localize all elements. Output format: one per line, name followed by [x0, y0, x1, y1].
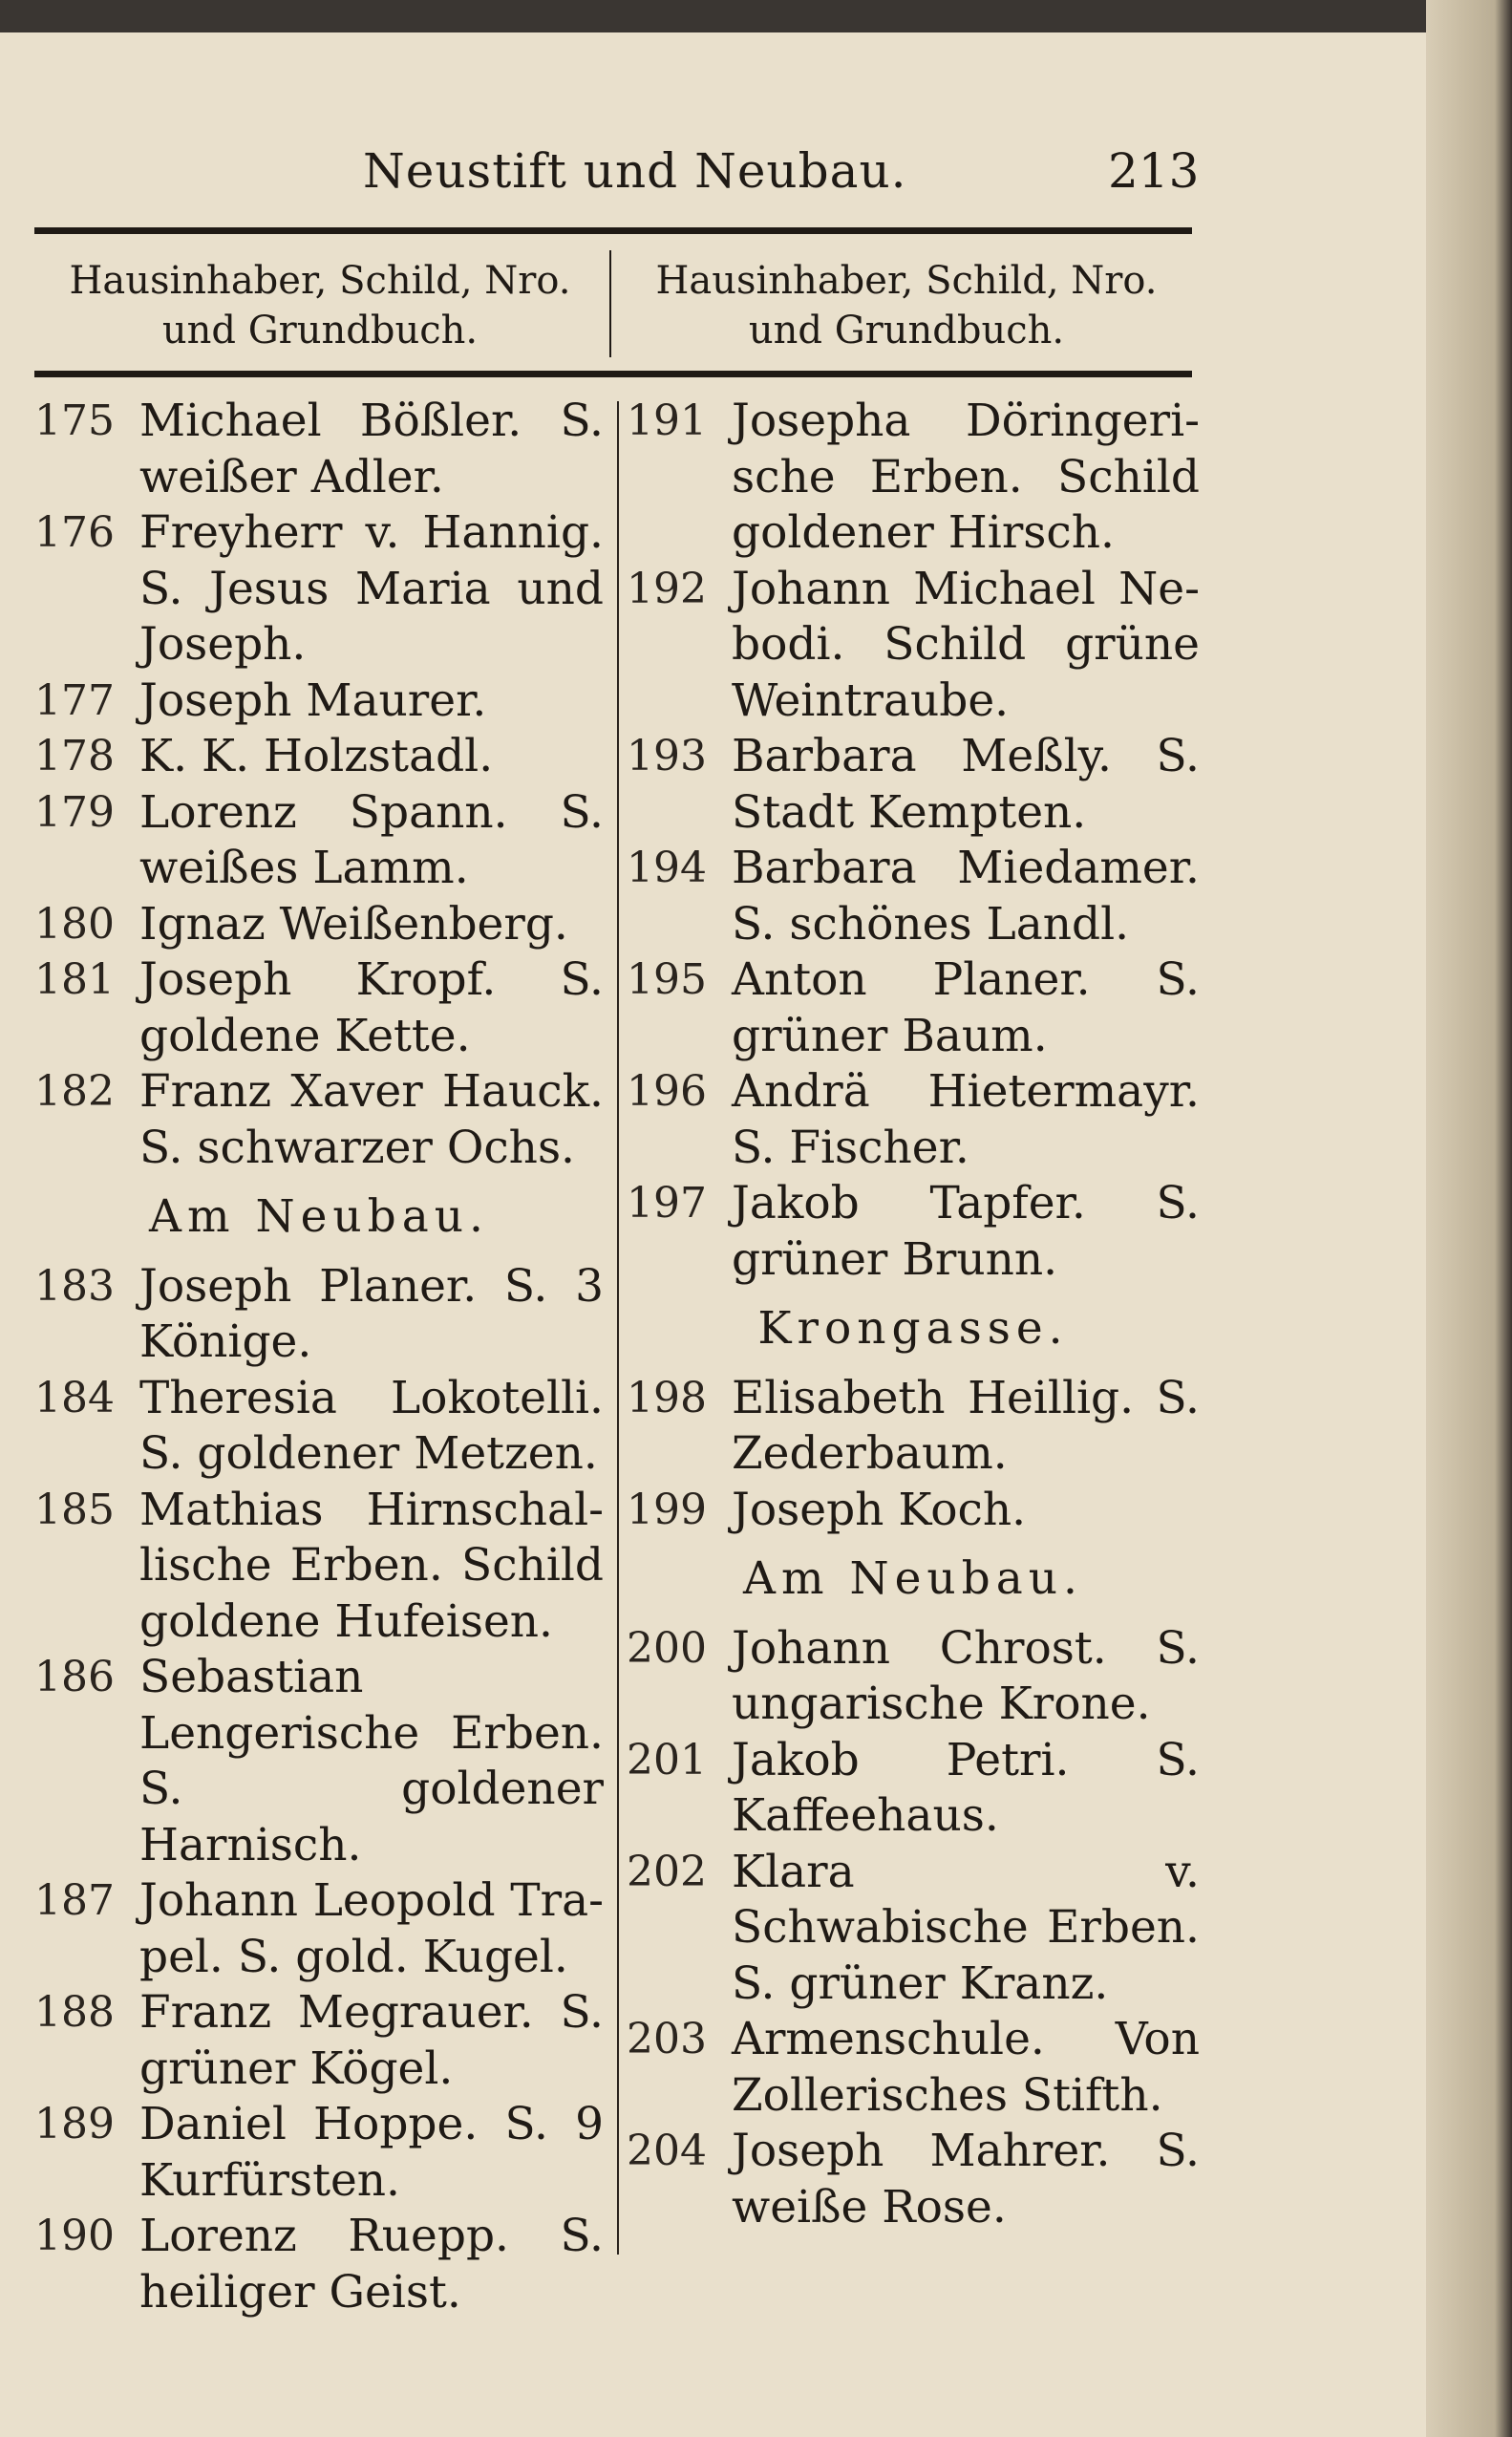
section-gap [34, 1246, 604, 1259]
entry [34, 785, 604, 897]
entry-text: Anton Planer. S. grüner Baum. [732, 953, 1200, 1062]
section-title: Am Neubau. [149, 1190, 489, 1243]
entry [34, 729, 604, 785]
section-title: Krongasse. [757, 1302, 1069, 1355]
entry-number: 189 [34, 2100, 115, 2148]
entry-number: 204 [627, 2127, 707, 2175]
entry-number: 198 [627, 1373, 707, 1422]
entry [34, 2209, 604, 2320]
entry-number: 181 [34, 955, 115, 1004]
column-header-separator [609, 250, 611, 357]
page-edge-shadow [1426, 0, 1512, 2437]
entry-text: Lorenz Spann. S. weißes Lamm. [139, 785, 604, 894]
entry [627, 394, 1200, 562]
entry-number: 183 [34, 1261, 115, 1311]
entry-number: 202 [627, 1847, 707, 1896]
entry-number: 185 [34, 1485, 115, 1534]
entry-text: Josepha Döringeri-sche Erben. Schild goldener Hirsch. [732, 395, 1200, 559]
entry-text: Ignaz Weißenberg. [139, 897, 568, 951]
entry-text: Jakob Petri. S. Kaffeehaus. [732, 1733, 1200, 1842]
entry-text: Joseph Kropf. S. goldene Kette. [139, 953, 604, 1062]
entry-text: Mathias Hirnschal-lische Erben. Schild goldene Hufeisen. [139, 1483, 604, 1648]
entry-text: Franz Xaver Hauck. S. schwarzer Ochs. [139, 1065, 604, 1174]
entry-text: K. K. Holzstadl. [139, 730, 494, 782]
entry-number: 193 [627, 732, 707, 780]
left-column [34, 394, 604, 2320]
entry-text: Lorenz Ruepp. S. heiliger Geist. [139, 2210, 604, 2319]
entry-text: Freyherr v. Hannig. S. Jesus Maria und Joseph. [139, 506, 604, 671]
entry [34, 1873, 604, 1985]
entry-number: 179 [34, 787, 115, 837]
entry-number: 200 [627, 1623, 707, 1673]
entry-text: Joseph Planer. S. 3 Könige. [139, 1259, 604, 1368]
column-header-right: Hausinhaber, Schild, Nro. und Grundbuch. [655, 259, 1158, 353]
entry [34, 1371, 604, 1483]
entry-text: Joseph Mahrer. S. weiße Rose. [732, 2125, 1200, 2234]
entry [34, 1483, 604, 1651]
entry-number: 203 [627, 2015, 707, 2063]
entry-text: Jakob Tapfer. S. grüner Brunn. [732, 1177, 1200, 1286]
section-gap [627, 1608, 1200, 1621]
entry-number: 194 [627, 844, 707, 892]
entry [627, 2012, 1200, 2124]
entry-number: 180 [34, 899, 115, 949]
entry [34, 1650, 604, 1873]
entry [34, 1259, 604, 1371]
header-rule-top [34, 227, 1192, 234]
entry-text: Andrä Hietermayr. S. Fischer. [732, 1065, 1200, 1174]
entry [34, 673, 604, 730]
entry [627, 562, 1200, 730]
entry [627, 841, 1200, 952]
entry-number: 196 [627, 1067, 707, 1116]
entry-number: 199 [627, 1485, 707, 1534]
entry-text: Klara v. Schwabische Erben. S. grüner Kranz. [732, 1845, 1200, 2010]
section-gap [627, 1538, 1200, 1551]
entry-text: Michael Bößler. S. weißer Adler. [139, 395, 604, 503]
entry-number: 197 [627, 1179, 707, 1228]
section-title: Am Neubau. [743, 1552, 1083, 1605]
entry-number: 176 [34, 508, 115, 557]
entry-number: 201 [627, 1735, 707, 1785]
entry [34, 1064, 604, 1176]
entry [34, 2097, 604, 2209]
entry-text: Johann Chrost. S. ungarische Krone. [732, 1621, 1200, 1730]
entry-number: 178 [34, 732, 115, 780]
entry-text: Johann Leopold Tra-pel. S. gold. Kugel. [139, 1874, 604, 1983]
right-column [627, 394, 1200, 2235]
entry [627, 1064, 1200, 1176]
entry-number: 188 [34, 1988, 115, 2037]
section-gap [627, 1288, 1200, 1301]
column-header-left: Hausinhaber, Schild, Nro. und Grundbuch. [69, 259, 571, 353]
entry-text: Daniel Hoppe. S. 9 Kurfürsten. [139, 2098, 604, 2207]
entry-number: 191 [627, 396, 707, 445]
running-head: Neustift und Neubau. [363, 143, 907, 199]
entry-text: Johann Michael Ne-bodi. Schild grüne Weintraube. [732, 562, 1200, 727]
section-gap [627, 1357, 1200, 1371]
entry-text: Armenschule. Von Zollerisches Stifth. [732, 2013, 1200, 2122]
entry [627, 2124, 1200, 2235]
entry [34, 394, 604, 505]
entry-number: 190 [34, 2212, 115, 2260]
entry-number: 192 [627, 564, 707, 613]
entry-text: Joseph Maurer. [139, 673, 487, 727]
entry-number: 187 [34, 1876, 115, 1925]
entry-text: Barbara Meßly. S. Stadt Kempten. [732, 730, 1200, 839]
entry [34, 952, 604, 1064]
entry [627, 952, 1200, 1064]
entry-text: Sebastian Lengerische Erben. S. goldener Harnisch. [139, 1651, 604, 1871]
entry [627, 1845, 1200, 2013]
entry [627, 729, 1200, 841]
entry [627, 1176, 1200, 1288]
entry-text: Theresia Lokotelli. S. goldener Metzen. [139, 1371, 604, 1480]
header-rule-bottom [34, 371, 1192, 377]
entry [627, 1371, 1200, 1483]
entry [34, 505, 604, 673]
entry-number: 175 [34, 396, 115, 445]
entry-number: 186 [34, 1653, 115, 1701]
page-number: 213 [1108, 143, 1200, 199]
column-separator [617, 401, 619, 2255]
entry-number: 177 [34, 675, 115, 725]
entry [627, 1621, 1200, 1733]
entry [34, 1985, 604, 2097]
entry-number: 182 [34, 1067, 115, 1116]
section-gap [34, 1176, 604, 1189]
entry-number: 195 [627, 955, 707, 1004]
entry [627, 1733, 1200, 1845]
entry-number: 184 [34, 1373, 115, 1422]
scan-top-border [0, 0, 1512, 32]
entry-text: Franz Megrauer. S. grüner Kögel. [139, 1986, 604, 2095]
entry-text: Barbara Miedamer. S. schönes Landl. [732, 842, 1200, 951]
entry [34, 897, 604, 953]
entry-text: Joseph Koch. [732, 1483, 1027, 1536]
entry-text: Elisabeth Heillig. S. Zederbaum. [732, 1371, 1200, 1480]
entry [627, 1483, 1200, 1539]
